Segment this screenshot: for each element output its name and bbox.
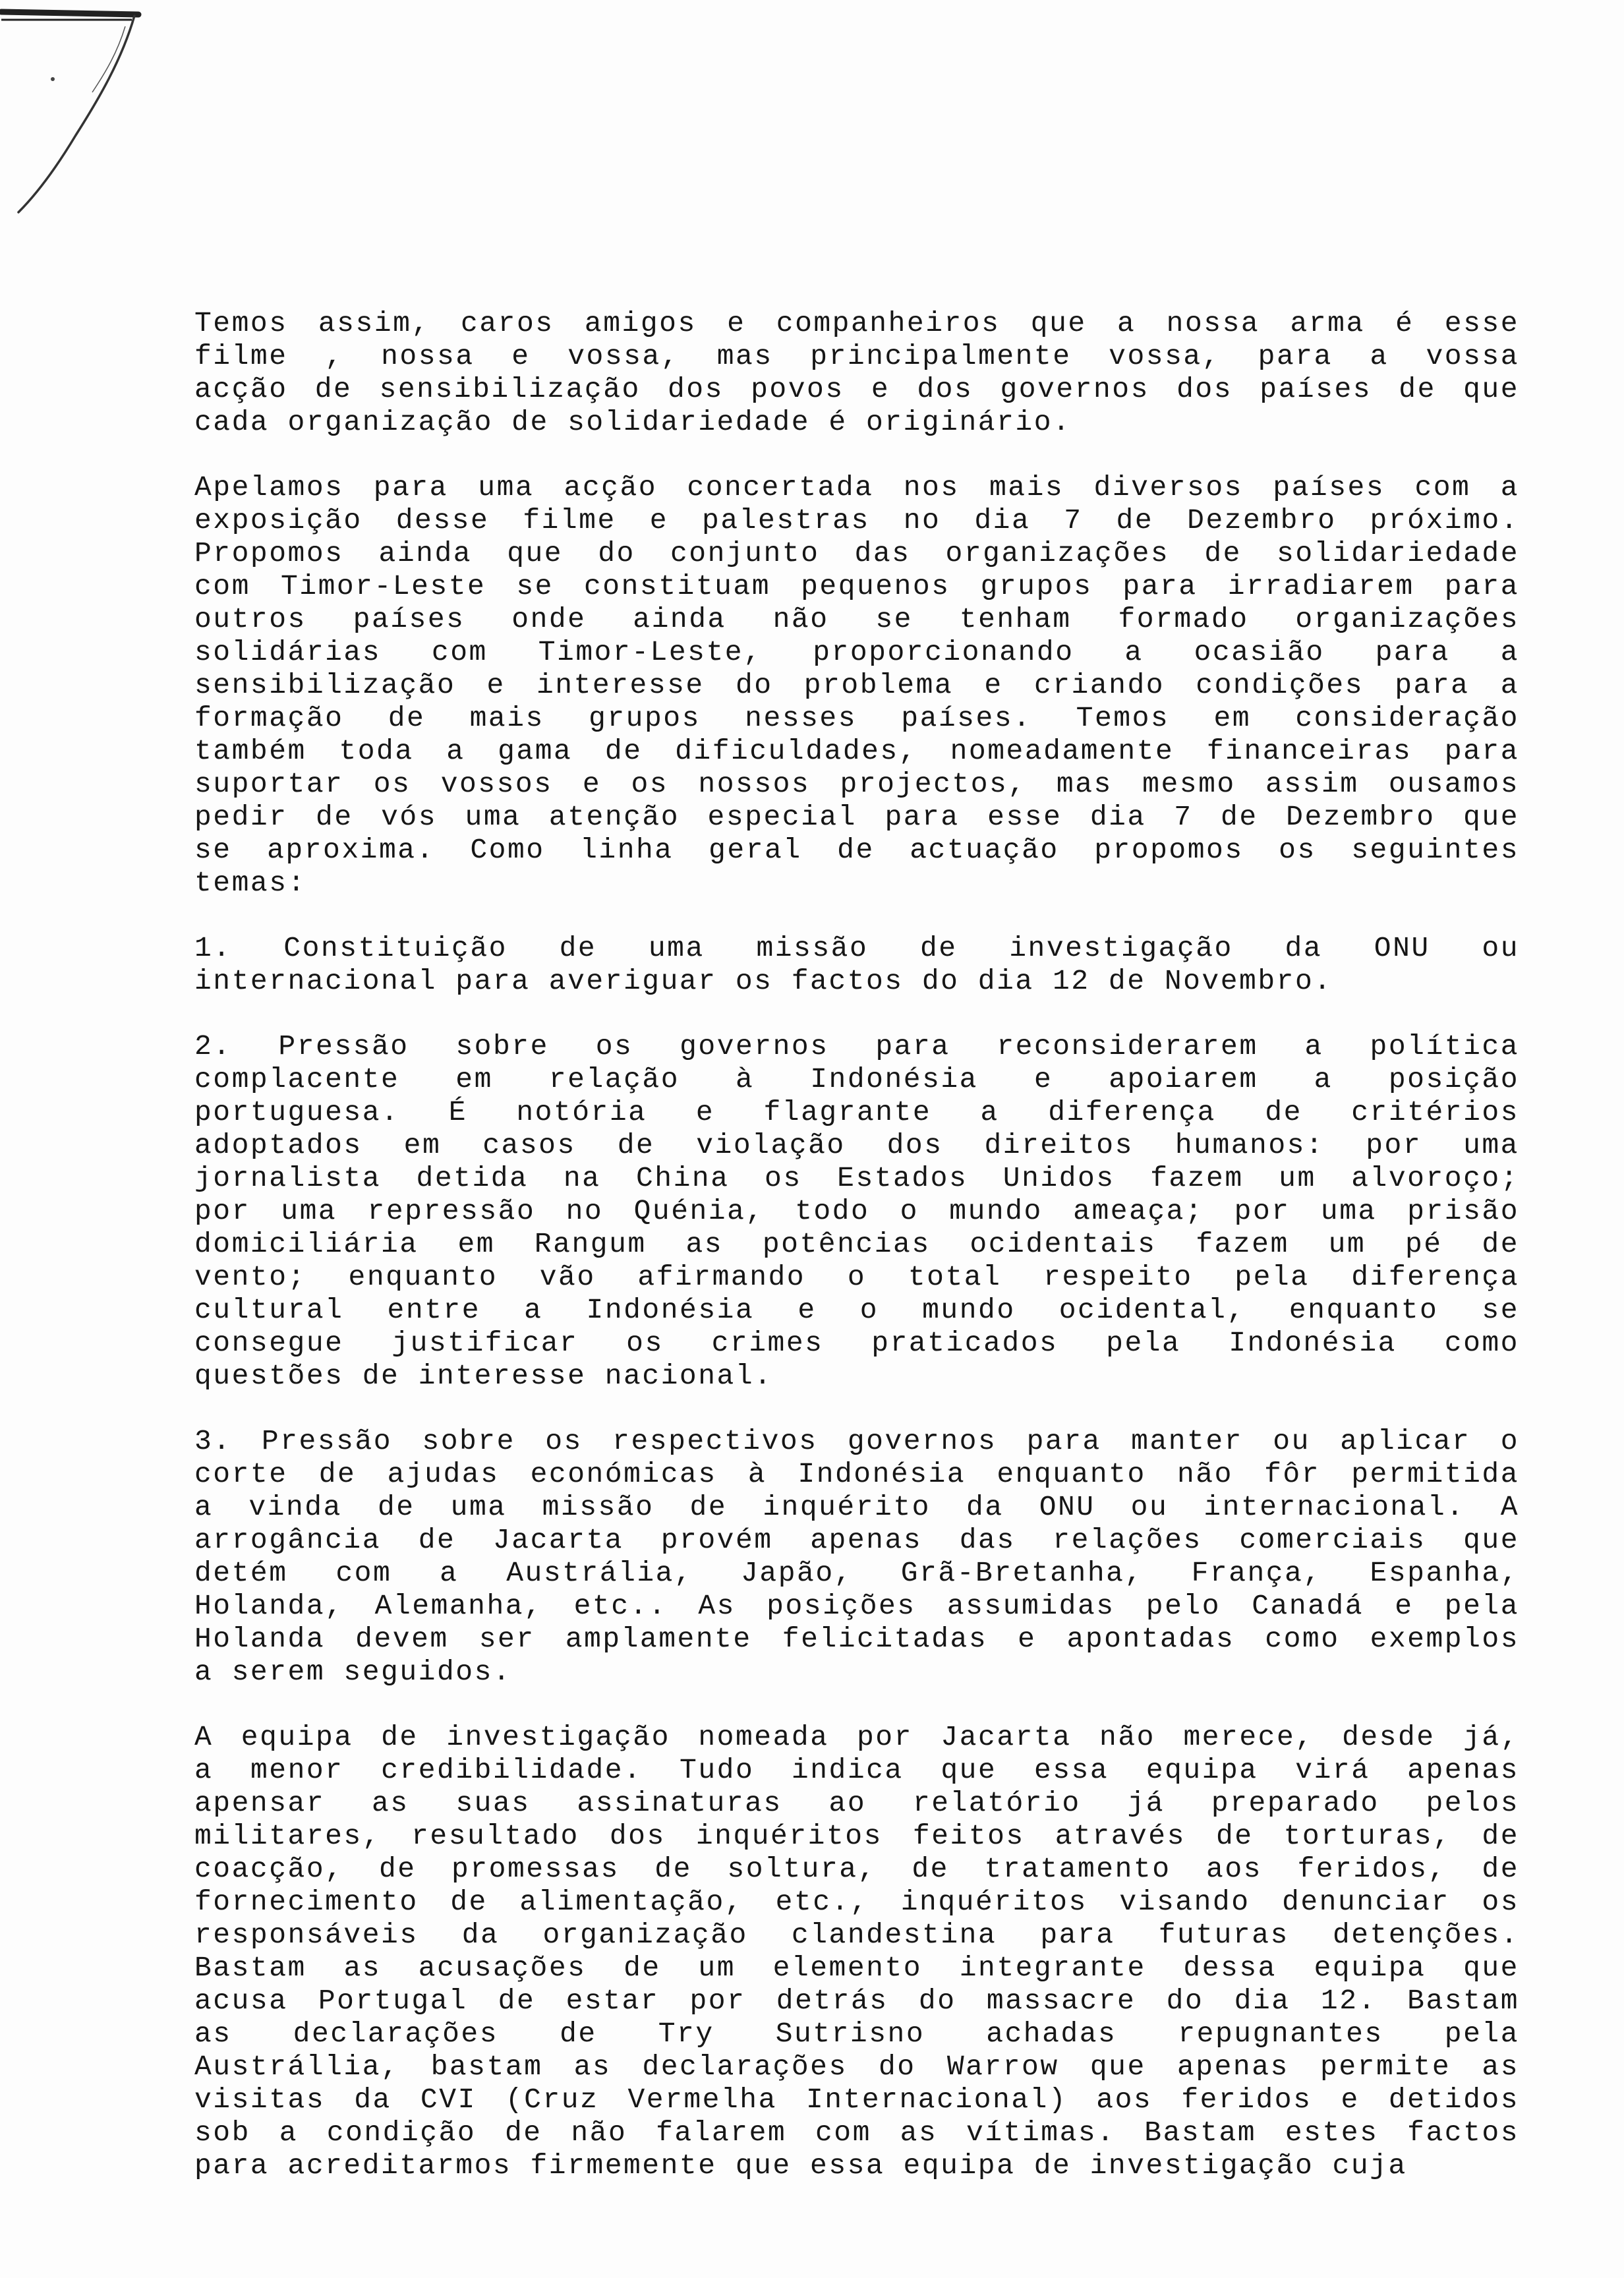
text-line: internacional para averiguar os factos do dia 12 de Novembro.: [194, 965, 1333, 997]
paragraph: [194, 471, 1519, 900]
text-line: suportar os vossos e os nossos projectos, mas mesmo assim ousamos: [194, 768, 1519, 800]
paragraph: [194, 932, 1519, 998]
text-line: militares, resultado dos inquéritos feitos através de torturas, de: [194, 1820, 1519, 1852]
text-line: A equipa de investigação nomeada por Jacarta não merece, desde já,: [194, 1721, 1519, 1753]
text-line: coacção, de promessas de soltura, de tratamento aos feridos, de: [194, 1853, 1519, 1885]
text-line: a vinda de uma missão de inquérito da ONU ou internacional. A: [194, 1491, 1519, 1523]
text-line: acusa Portugal de estar por detrás do massacre do dia 12. Bastam: [194, 1985, 1519, 2017]
text-line: a serem seguidos.: [194, 1656, 512, 1688]
text-line: cada organização de solidariedade é originário.: [194, 406, 1072, 438]
text-line: para acreditarmos firmemente que essa equipa de investigação cuja: [194, 2149, 1407, 2182]
text-line: outros países onde ainda não se tenham formado organizações: [194, 603, 1519, 635]
text-line: apensar as suas assinaturas ao relatório já preparado pelos: [194, 1787, 1519, 1819]
text-line: com Timor-Leste se constituam pequenos grupos para irradiarem para: [194, 570, 1519, 602]
handwritten-mark-icon: [0, 0, 158, 224]
text-line: temas:: [194, 867, 306, 899]
text-line: Apelamos para uma acção concertada nos mais diversos países com a: [194, 471, 1519, 504]
text-line: as declarações de Try Sutrisno achadas repugnantes pela: [194, 2018, 1519, 2050]
text-line: consegue justificar os crimes praticados pela Indonésia como: [194, 1327, 1519, 1359]
text-line: pedir de vós uma atenção especial para esse dia 7 de Dezembro que: [194, 801, 1519, 833]
text-line: portuguesa. É notória e flagrante a diferença de critérios: [194, 1096, 1519, 1128]
paragraph: [194, 1425, 1519, 1689]
text-line: sob a condição de não falarem com as vítimas. Bastam estes factos: [194, 2117, 1519, 2149]
paragraph: [194, 307, 1519, 439]
text-line: a menor credibilidade. Tudo indica que essa equipa virá apenas: [194, 1754, 1519, 1786]
text-line: sensibilização e interesse do problema e criando condições para a: [194, 669, 1519, 701]
text-line: se aproxima. Como linha geral de actuação propomos os seguintes: [194, 834, 1519, 866]
text-line: Bastam as acusações de um elemento integrante dessa equipa que: [194, 1952, 1519, 1984]
text-line: vento; enquanto vão afirmando o total respeito pela diferença: [194, 1261, 1519, 1293]
text-line: fornecimento de alimentação, etc., inquéritos visando denunciar os: [194, 1886, 1519, 1918]
paragraph: [194, 1030, 1519, 1393]
text-line: responsáveis da organização clandestina para futuras detenções.: [194, 1919, 1519, 1951]
text-line: Austrállia, bastam as declarações do Warrow que apenas permite as: [194, 2051, 1519, 2083]
text-line: formação de mais grupos nesses países. Temos em consideração: [194, 702, 1519, 734]
paragraph: [194, 1721, 1519, 2182]
text-line: Temos assim, caros amigos e companheiros que a nossa arma é esse: [194, 307, 1519, 339]
text-line: corte de ajudas económicas à Indonésia enquanto não fôr permitida: [194, 1458, 1519, 1490]
text-line: Holanda, Alemanha, etc.. As posições assumidas pelo Canadá e pela: [194, 1590, 1519, 1622]
text-line: visitas da CVI (Cruz Vermelha Internacional) aos feridos e detidos: [194, 2084, 1519, 2116]
text-line: Propomos ainda que do conjunto das organizações de solidariedade: [194, 537, 1519, 570]
text-line: também toda a gama de dificuldades, nomeadamente financeiras para: [194, 735, 1519, 767]
text-line: 3. Pressão sobre os respectivos governos para manter ou aplicar o: [194, 1425, 1519, 1457]
text-line: detém com a Austrália, Japão, Grã-Bretanha, França, Espanha,: [194, 1557, 1519, 1589]
text-line: solidárias com Timor-Leste, proporcionando a ocasião para a: [194, 636, 1519, 668]
text-line: Holanda devem ser amplamente felicitadas e apontadas como exemplos: [194, 1623, 1519, 1655]
text-line: acção de sensibilização dos povos e dos governos dos países de que: [194, 373, 1519, 405]
text-line: arrogância de Jacarta provém apenas das relações comerciais que: [194, 1524, 1519, 1556]
text-line: adoptados em casos de violação dos direitos humanos: por uma: [194, 1129, 1519, 1161]
text-line: 2. Pressão sobre os governos para reconsiderarem a política: [194, 1030, 1519, 1063]
text-line: exposição desse filme e palestras no dia 7 de Dezembro próximo.: [194, 504, 1519, 537]
text-line: complacente em relação à Indonésia e apoiarem a posição: [194, 1063, 1519, 1095]
text-line: cultural entre a Indonésia e o mundo ocidental, enquanto se: [194, 1294, 1519, 1326]
text-line: por uma repressão no Quénia, todo o mundo ameaça; por uma prisão: [194, 1195, 1519, 1227]
text-line: 1. Constituição de uma missão de investigação da ONU ou: [194, 932, 1519, 964]
letter-body: [194, 307, 1519, 2215]
text-line: questões de interesse nacional.: [194, 1360, 773, 1392]
text-line: jornalista detida na China os Estados Unidos fazem um alvoroço;: [194, 1162, 1519, 1194]
text-line: filme , nossa e vossa, mas principalmente vossa, para a vossa: [194, 340, 1519, 372]
text-line: domiciliária em Rangum as potências ocidentais fazem um pé de: [194, 1228, 1519, 1260]
